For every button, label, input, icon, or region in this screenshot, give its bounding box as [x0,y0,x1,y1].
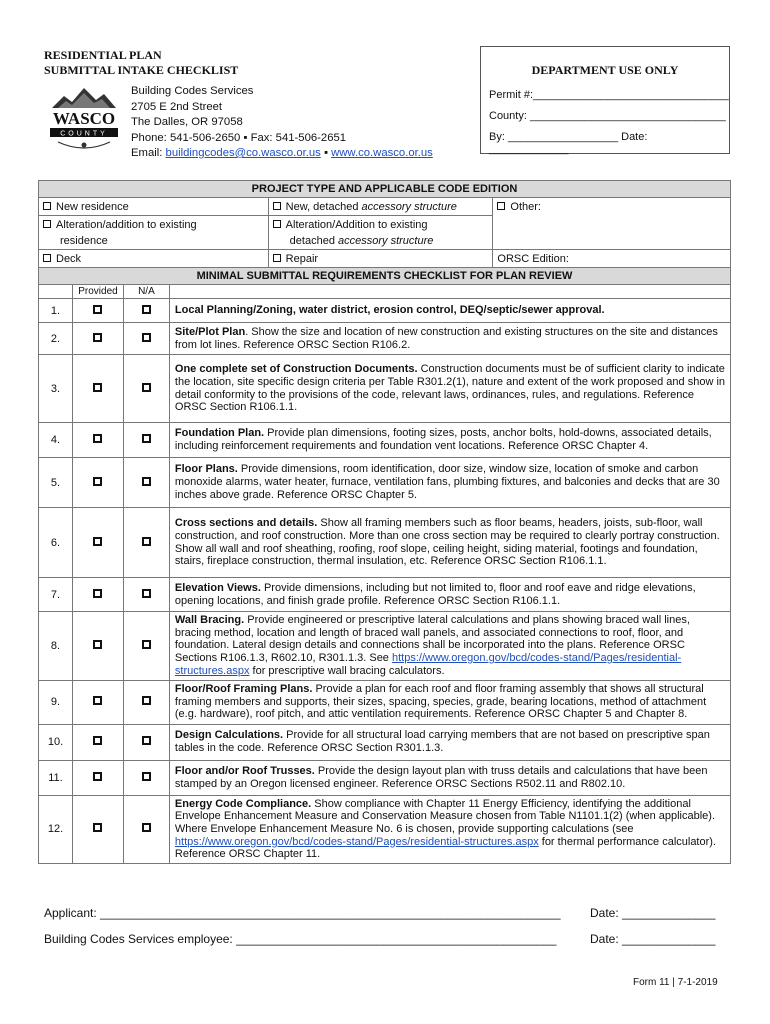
checkbox-icon[interactable] [93,736,102,745]
item-text: Construction documents must be of sufficient clarity to indicate the location, site specific design criteria per Table R301.2(1), nature and extent of the work proposed and show in detail conformity to the provisions of the code, relevant laws, ordinances, rules, and regulations. Reference ORSC Section R106.1.1. [174,363,726,414]
checkbox-icon[interactable] [273,202,281,210]
item-text: Provide dimensions, room identification, door size, window size, location of smoke and carbon monoxide alarms, water heater, furnace, ventilation fans, plumbing fixtures, and balconies and decks that are 30 inches above grade. Reference ORSC Chapter 5. [174,463,720,501]
checkbox-icon[interactable] [273,254,281,262]
checkbox-icon[interactable] [142,537,151,546]
item-number: 10. [39,724,73,760]
provided-checkbox[interactable] [72,612,123,681]
na-checkbox[interactable] [123,578,169,612]
orsc-edition-field[interactable]: ORSC Edition: [493,250,731,268]
na-checkbox[interactable] [123,323,169,355]
item-number: 4. [39,423,73,458]
checkbox-icon[interactable] [142,640,151,649]
item-text: Provide plan dimensions, footing sizes, posts, anchor bolts, hold-downs, associated details, including reinforcement requirements and foundation vent locations. Reference ORSC Chapter 4. [174,427,712,452]
col-number [39,285,73,299]
item-number: 12. [39,795,73,864]
na-checkbox[interactable] [123,508,169,578]
department-use-box [480,46,730,154]
item-text: Show all framing members such as floor beams, headers, joists, sub-floor, wall construction, and roof construction. More than one cross section may be required to clearly portray construction. Show all wall and roof sheathing, roofing, roof slope, ceiling height, siding material, footings and foundation, stairs, fireplace construction, thermal insulation, etc. Reference ORSC Section R106.1.1. [174,517,720,568]
option-repair[interactable]: Repair [268,250,493,268]
col-provided: Provided [72,285,123,299]
checkbox-icon[interactable] [142,823,151,832]
checklist-row [39,508,731,578]
checklist-row [39,355,731,423]
item-description [169,355,730,423]
option-deck[interactable]: Deck [39,250,269,268]
item-description [169,578,730,612]
email-label: Email: [131,147,163,159]
website-link[interactable]: www.co.wasco.or.us [331,147,433,159]
checklist-header: MINIMAL SUBMITTAL REQUIREMENTS CHECKLIST FOR PLAN REVIEW [39,268,731,285]
item-description [169,458,730,508]
item-text-after: for thermal performance calculator). Reference ORSC Chapter 11. [174,835,716,861]
item-number: 5. [39,458,73,508]
item-number: 1. [39,299,73,323]
email-link[interactable]: buildingcodes@co.wasco.or.us [165,147,321,159]
provided-checkbox[interactable] [72,760,123,795]
checkbox-icon[interactable] [93,696,102,705]
na-checkbox[interactable] [123,423,169,458]
option-new-residence[interactable]: New residence [39,198,269,216]
item-heading: Wall Bracing. [174,614,245,626]
checkbox-icon[interactable] [93,640,102,649]
phone-fax: Phone: 541-506-2650 ▪ Fax: 541-506-2651 [131,131,347,144]
item-description [169,795,730,864]
form-number: Form 11 | 7-1-2019 [633,977,718,988]
checkbox-icon[interactable] [142,333,151,342]
item-description [169,612,730,681]
item-description [169,724,730,760]
checkbox-icon[interactable] [93,823,102,832]
org-name: Building Codes Services [131,85,254,97]
item-heading: Floor and/or Roof Trusses. [174,764,315,777]
checklist-row [39,795,731,864]
item-text: Provide dimensions, including but not limited to, floor and roof eave and ridge elevations, opening locations, and finish grade profile. Reference ORSC Section R106.1.1. [174,581,696,607]
item-heading: Local Planning/Zoning, water district, erosion control, DEQ/septic/sewer approval. [174,304,605,317]
col-description [169,285,730,299]
checkbox-icon[interactable] [43,254,51,262]
item-number: 6. [39,508,73,578]
contact-block [131,84,433,162]
item-text: Provide for all structural load carrying members that are not based on prescriptive span tables in the code. Reference ORSC Section R301.1.3. [174,729,710,755]
item-heading: Design Calculations. [174,729,284,742]
option-alteration-detached[interactable]: Alteration/Addition to existing detached accessory structure [268,216,493,250]
na-checkbox[interactable] [123,458,169,508]
na-checkbox[interactable] [123,795,169,864]
checkbox-icon[interactable] [142,477,151,486]
project-type-header: PROJECT TYPE AND APPLICABLE CODE EDITION [39,181,731,198]
provided-checkbox[interactable] [72,323,123,355]
item-description [169,423,730,458]
checkbox-icon[interactable] [93,434,102,443]
item-heading: Foundation Plan. [174,427,265,440]
item-description [169,680,730,724]
wasco-county-logo [44,82,124,152]
web-separator: ▪ [323,147,328,159]
logo-text: WASCO [52,109,116,128]
provided-checkbox[interactable] [72,680,123,724]
provided-checkbox[interactable] [72,795,123,864]
provided-checkbox[interactable] [72,724,123,760]
checkbox-icon[interactable] [93,772,102,781]
email-line [131,146,433,162]
checkbox-icon[interactable] [273,220,281,228]
item-text-after: for prescriptive wall bracing calculators. [249,664,445,677]
employee-date-line[interactable]: Date: ______________ [590,932,716,946]
document-title [44,48,238,78]
by-date-field[interactable]: By: __________________ Date: _____________ [489,131,648,155]
col-na: N/A [123,285,169,299]
provided-checkbox[interactable] [72,458,123,508]
checkbox-icon[interactable] [142,736,151,745]
item-number: 8. [39,612,73,681]
checkbox-icon[interactable] [497,202,505,210]
item-description [169,508,730,578]
checkbox-icon[interactable] [93,305,102,314]
item-heading: Floor/Roof Framing Plans. [174,682,313,695]
checkbox-icon[interactable] [142,434,151,443]
checklist-row [39,323,731,355]
option-alteration-residence[interactable]: Alteration/addition to existing residence [39,216,269,250]
item-heading: Energy Code Compliance. [174,797,312,810]
city-address: The Dalles, OR 97058 [131,116,243,128]
option-other[interactable]: Other: [493,198,731,250]
na-checkbox[interactable] [123,299,169,323]
checkbox-icon[interactable] [93,477,102,486]
logo-sub: COUNTY [60,130,108,138]
checkbox-icon[interactable] [142,772,151,781]
checkbox-icon[interactable] [142,305,151,314]
checklist-row [39,724,731,760]
na-checkbox[interactable] [123,724,169,760]
checklist-row [39,760,731,795]
checkbox-icon[interactable] [43,220,51,228]
item-number: 2. [39,323,73,355]
checkbox-icon[interactable] [43,202,51,210]
item-heading: Floor Plans. [174,463,238,476]
option-new-detached[interactable]: New, detached accessory structure [268,198,493,216]
item-number: 11. [39,760,73,795]
checklist-row [39,612,731,681]
checklist-row [39,578,731,612]
item-number: 9. [39,680,73,724]
item-heading: Elevation Views. [174,581,261,594]
provided-checkbox[interactable] [72,299,123,323]
item-link[interactable]: https://www.oregon.gov/bcd/codes-stand/Pages/residential-structures.aspx [174,652,682,677]
employee-signature-line[interactable]: Building Codes Services employee: ________________________________________________ [44,932,557,946]
item-number: 7. [39,578,73,612]
item-text: Provide a plan for each roof and floor framing assembly that shows all structural framing members and supports, their sizes, spacing, species, grade, bearing locations, method of attachment (e.g. hardware), roof pitch, and attic ventilation requirements. Reference ORSC Chapter 5 and Chapter 8. [174,682,707,721]
item-description [169,323,730,355]
checkbox-icon[interactable] [93,537,102,546]
na-checkbox[interactable] [123,760,169,795]
checkbox-icon[interactable] [142,696,151,705]
checkbox-icon[interactable] [142,589,151,598]
county-field[interactable]: County: ________________________________ [489,110,726,122]
item-text: . Show the size and location of new construction and existing structures on the site and distances from lot lines. Reference ORSC Section R106.2. [174,325,718,351]
item-text: Provide the design layout plan with truss details and calculations that have been stamped by an Oregon licensed engineer. Reference ORSC Sections R502.11 and R802.10. [174,764,708,790]
department-title: DEPARTMENT USE ONLY [531,63,679,77]
item-heading: One complete set of Construction Documents. [174,363,418,376]
item-text: Show compliance with Chapter 11 Energy Efficiency, identifying the additional Envelope Enhancement Measure and Conservation Measure chosen from Table N1101.1(2) (when applicable). Where Envelope Enhancement Measure No. 6 is chosen, provide supporting calculations (see [174,797,716,835]
street-address: 2705 E 2nd Street [131,100,223,113]
na-checkbox[interactable] [123,612,169,681]
checkbox-icon[interactable] [93,383,102,392]
na-checkbox[interactable] [123,680,169,724]
checkbox-icon[interactable] [93,333,102,342]
provided-checkbox[interactable] [72,423,123,458]
checklist-row [39,680,731,724]
checklist-row [39,458,731,508]
permit-field[interactable]: Permit #:________________________________ [489,89,729,101]
item-number: 3. [39,355,73,423]
item-description [169,299,730,323]
applicant-signature-line[interactable]: Applicant: _____________________________________________________________________ [44,906,561,920]
na-checkbox[interactable] [123,355,169,423]
checkbox-icon[interactable] [142,383,151,392]
checklist-row [39,299,731,323]
applicant-date-line[interactable]: Date: ______________ [590,906,716,920]
item-heading: Site/Plot Plan [174,325,246,338]
checklist-table [38,180,731,864]
item-text: Provide engineered or prescriptive lateral calculations and plans showing braced wall lines, bracing method, location and length of braced wall panels, and associated connections to roof, floor, and foundation. Lateral design details and connections shall be incorporated into the plans. Reference ORSC Sections R106.1.3, R602.10, R301.1.3. See [174,614,690,665]
checklist-row [39,423,731,458]
item-heading: Cross sections and details. [174,517,318,530]
checkbox-icon[interactable] [93,589,102,598]
provided-checkbox[interactable] [72,508,123,578]
provided-checkbox[interactable] [72,578,123,612]
item-description [169,760,730,795]
provided-checkbox[interactable] [72,355,123,423]
title-line-1: RESIDENTIAL PLAN [44,48,162,62]
title-line-2: SUBMITTAL INTAKE CHECKLIST [44,63,239,77]
item-link[interactable]: https://www.oregon.gov/bcd/codes-stand/Pages/residential-structures.aspx [174,835,539,848]
